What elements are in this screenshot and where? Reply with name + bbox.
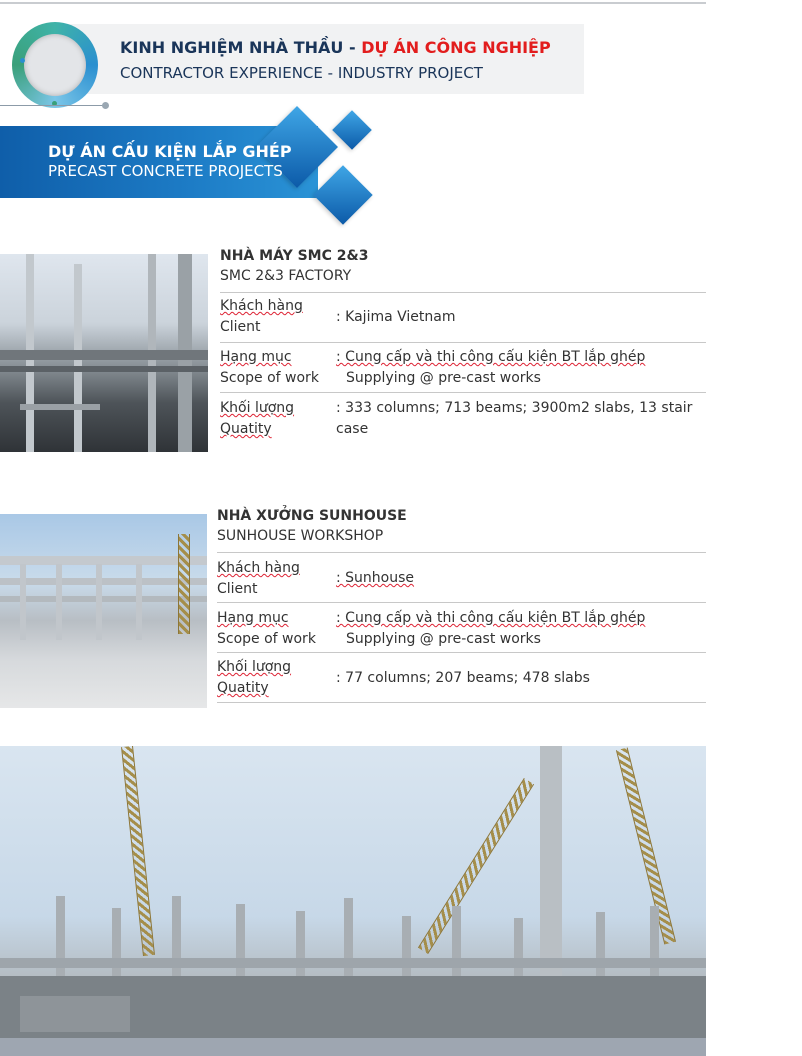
client-label: Khách hàng Client bbox=[220, 298, 303, 335]
header-rule bbox=[0, 105, 104, 106]
construction-site-photo bbox=[0, 746, 706, 1056]
header-title-vi: KINH NGHIỆM NHÀ THẦU - DỰ ÁN CÔNG NGHIỆP bbox=[120, 38, 551, 57]
footer-bar bbox=[0, 1038, 706, 1056]
header-title-highlight: DỰ ÁN CÔNG NGHIỆP bbox=[361, 38, 551, 57]
scope-label: Hạng mục Scope of work bbox=[220, 349, 319, 386]
medium-diamond-icon bbox=[313, 165, 372, 224]
quantity-value: : 77 columns; 207 beams; 478 slabs bbox=[336, 670, 590, 686]
ring-logo-icon bbox=[12, 22, 98, 108]
project-smc bbox=[220, 248, 706, 452]
quantity-label: Khối lượng Quatity bbox=[217, 659, 292, 696]
small-diamond-icon bbox=[332, 110, 372, 150]
category-banner bbox=[0, 112, 400, 234]
header-title-en: CONTRACTOR EXPERIENCE - INDUSTRY PROJECT bbox=[120, 64, 483, 82]
sunhouse-workshop-photo bbox=[0, 514, 207, 708]
section-header bbox=[12, 22, 584, 96]
project-name-en: SMC 2&3 FACTORY bbox=[220, 268, 352, 284]
project-name-en: SUNHOUSE WORKSHOP bbox=[217, 528, 384, 544]
project-sunhouse bbox=[217, 508, 706, 708]
banner-title-vi: DỰ ÁN CẤU KIỆN LẮP GHÉP bbox=[48, 142, 292, 161]
header-rule-dot bbox=[102, 102, 109, 109]
scope-value: : Cung cấp và thi công cấu kiện BT lắp ghép Supplying @ pre-cast works bbox=[336, 610, 646, 647]
banner-title-en: PRECAST CONCRETE PROJECTS bbox=[48, 162, 283, 180]
scope-value: : Cung cấp và thi công cấu kiện BT lắp ghép Supplying @ pre-cast works bbox=[336, 349, 646, 386]
project-name-vi: NHÀ XƯỞNG SUNHOUSE bbox=[217, 508, 407, 524]
client-label: Khách hàng Client bbox=[217, 560, 300, 597]
client-value: : Sunhouse bbox=[336, 570, 415, 586]
quantity-label: Khối lượng Quatity bbox=[220, 400, 295, 437]
project-name-vi: NHÀ MÁY SMC 2&3 bbox=[220, 248, 369, 264]
top-divider bbox=[0, 2, 706, 4]
client-value: : Kajima Vietnam bbox=[336, 309, 456, 325]
header-background bbox=[52, 24, 584, 94]
scope-label: Hạng mục Scope of work bbox=[217, 610, 316, 647]
smc-factory-photo bbox=[0, 254, 208, 452]
quantity-value: : 333 columns; 713 beams; 3900m2 slabs, 13 stair case bbox=[336, 400, 693, 437]
